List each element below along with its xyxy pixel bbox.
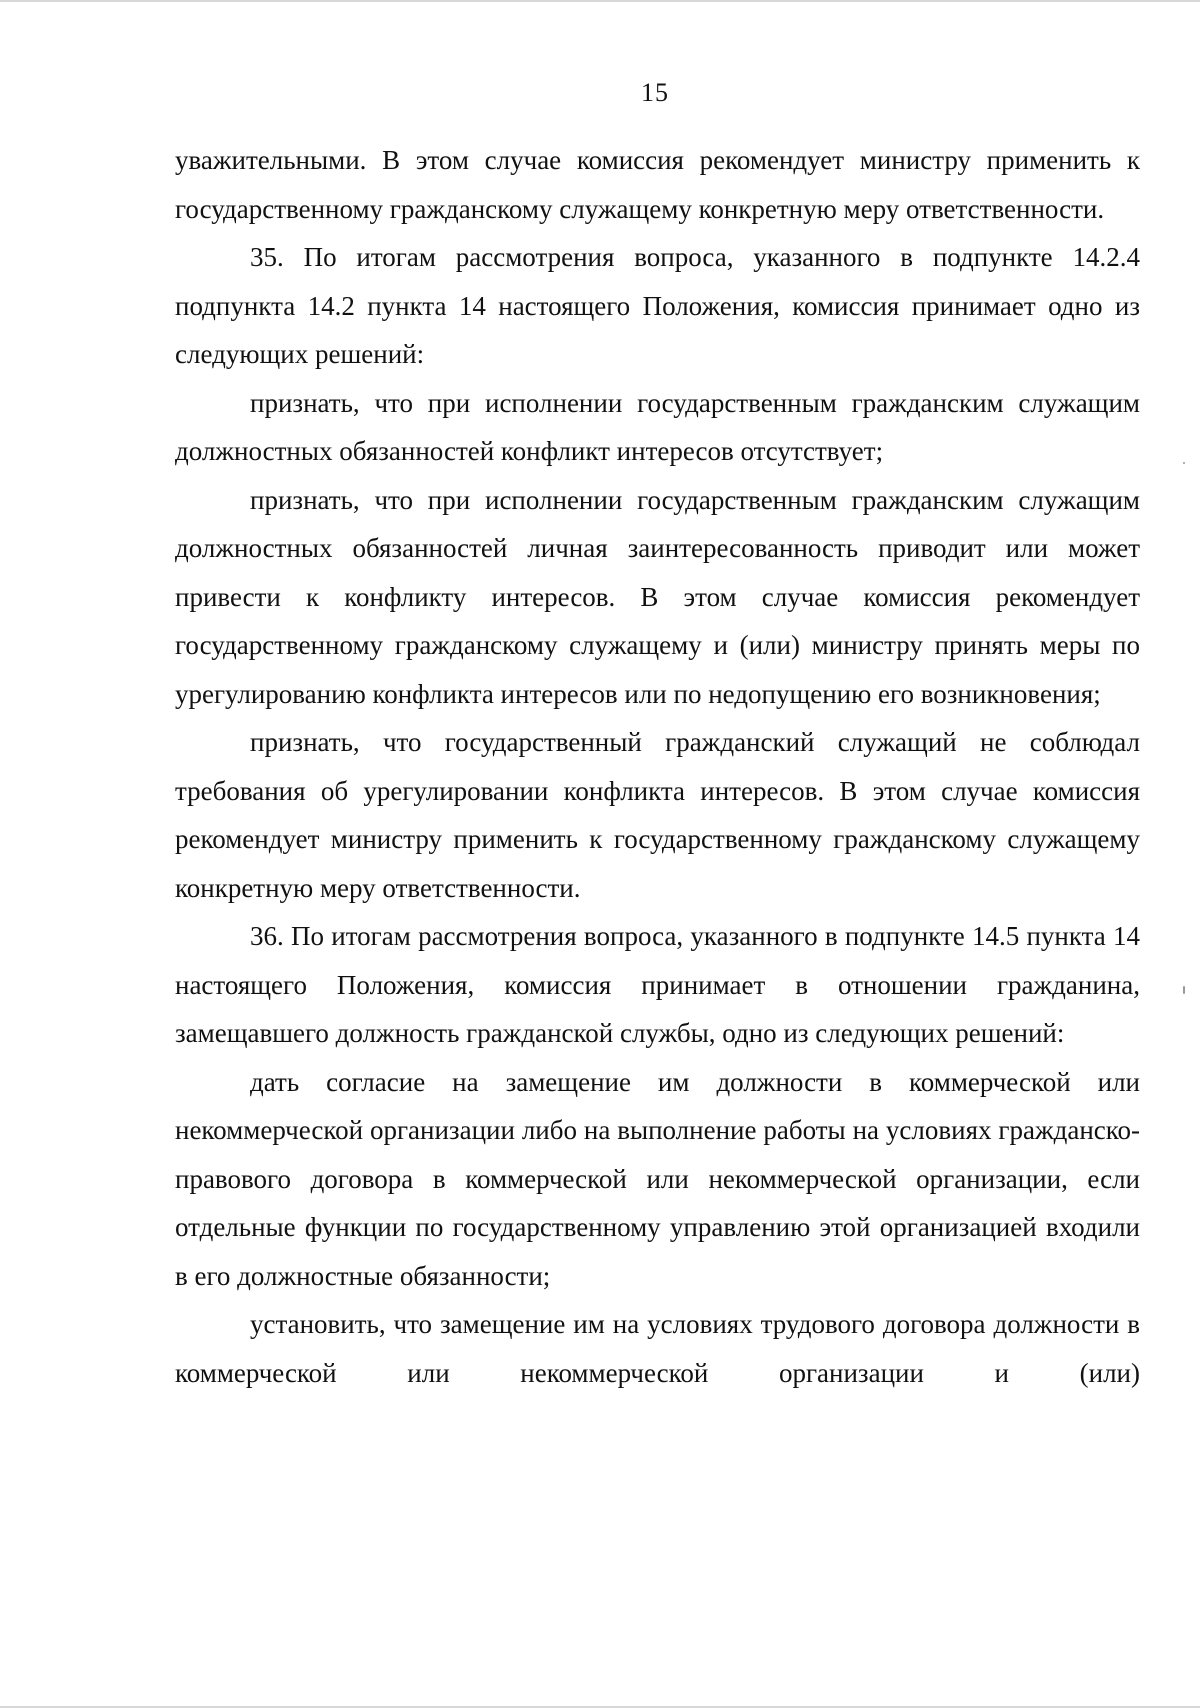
paragraph-decision-consent: дать согласие на замещение им должности в коммерческой или некоммерческой организации либо на выполнение работы на условиях гражданско-правового договора в коммерческой или некоммерческой организации, если отдельные функции по государственному управлению этой организацией входили в его должностные обязанности; bbox=[175, 1066, 1140, 1291]
paragraph-decision-not-complied: признать, что государственный гражданский служащий не соблюдал требования об урегулировании конфликта интересов. В этом случае комиссия рекомендует министру применить к государственному гражданскому служащему конкретную меру ответственности. bbox=[175, 727, 1140, 903]
document-body bbox=[175, 136, 1140, 1397]
scan-edge-top bbox=[0, 0, 1200, 2]
paragraph-decision-conflict-possible: признать, что при исполнении государственным гражданским служащим должностных обязанностей личная заинтересованность приводит или может привести к конфликту интересов. В этом случае комиссия рекомендует государственному гражданскому служащему и (или) министру принять меры по урегулированию конфликта интересов или по недопущению его возникновения; bbox=[175, 484, 1140, 709]
page-number: 15 bbox=[641, 78, 669, 107]
paragraph-decision-establish: установить, что замещение им на условиях трудового договора должности в коммерческой или некоммерческой организации и (или) bbox=[175, 1309, 1140, 1388]
paragraph-item-36: 36. По итогам рассмотрения вопроса, указанного в подпункте 14.5 пункта 14 настоящего Положения, комиссия принимает в отношении гражданина, замещавшего должность гражданской службы, одно из следующих решений: bbox=[175, 921, 1140, 1048]
paragraph-decision-no-conflict: признать, что при исполнении государственным гражданским служащим должностных обязанностей конфликт интересов отсутствует; bbox=[175, 387, 1140, 466]
paragraph-continuation: уважительными. В этом случае комиссия рекомендует министру применить к государственному гражданскому служащему конкретную меру ответственности. bbox=[175, 145, 1140, 224]
paragraph-item-35: 35. По итогам рассмотрения вопроса, указанного в подпункте 14.2.4 подпункта 14.2 пункта 14 настоящего Положения, комиссия принимает одно из следующих решений: bbox=[175, 242, 1140, 369]
scan-speck bbox=[1183, 986, 1185, 994]
scan-speck bbox=[1183, 462, 1185, 464]
